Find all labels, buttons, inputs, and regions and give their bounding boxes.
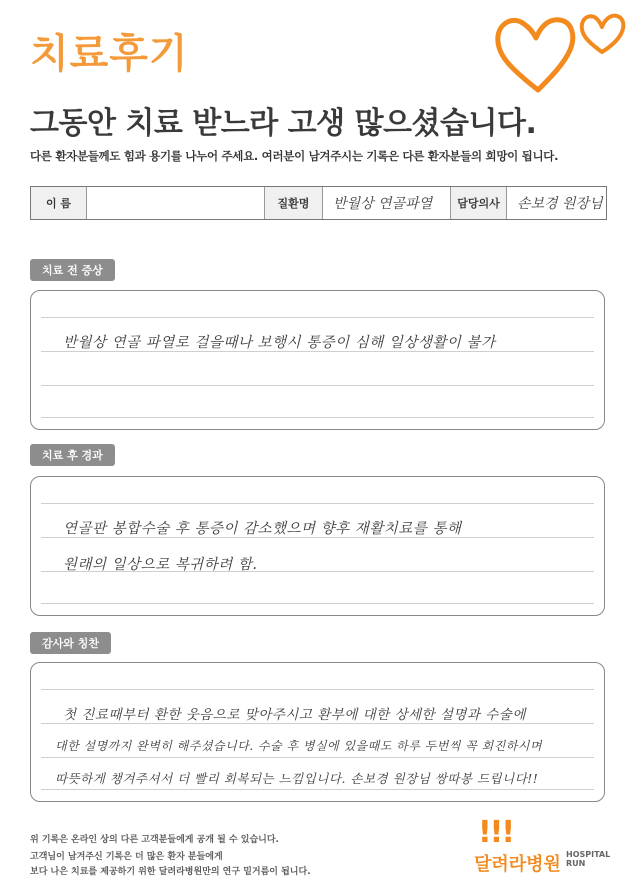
hospital-logo: [468, 815, 618, 878]
info-table: [30, 186, 607, 220]
thanks-line: 첫 진료때부터 환한 웃음으로 맞아주시고 환부에 대한 상세한 설명과 수술에: [63, 707, 526, 723]
footer-note: 위 기록은 온라인 상의 다른 고객분들에게 공개 될 수 있습니다.: [30, 835, 279, 845]
thanks-box[interactable]: [30, 662, 605, 802]
headline: 그동안 치료 받느라 고생 많으셨습니다.: [30, 106, 537, 141]
before-line: 반월상 연골 파열로 걸을때나 보행시 통증이 심해 일상생활이 불가: [63, 335, 496, 351]
thanks-line: 대한 설명까지 완벽히 해주셨습니다. 수술 후 병실에 있을때도 하루 두번씩 꼭 회진하시며: [55, 739, 543, 753]
section-label-before: 치료 전 증상: [30, 259, 115, 281]
logo-name: 달려라병원: [474, 854, 561, 875]
logo-marks: !!!: [478, 815, 514, 850]
after-line: 연골판 봉합수술 후 통증이 감소했으며 향후 재활치료를 통해: [63, 521, 462, 537]
doctor-field[interactable]: 손보경 원장님: [517, 196, 603, 212]
section-label-after: 치료 후 경과: [30, 444, 115, 466]
disease-field[interactable]: 반월상 연골파열: [323, 187, 451, 219]
disease-label: 질환명: [265, 187, 323, 219]
logo-english: HOSPITAL RUN: [566, 850, 611, 868]
hearts-icon: [490, 6, 630, 96]
before-symptoms-box[interactable]: [30, 290, 605, 430]
after-progress-box[interactable]: [30, 476, 605, 616]
footer-note: 보다 나은 치료를 제공하기 위한 달려라병원만의 연구 밑거름이 됩니다.: [30, 867, 311, 877]
footer-note: 고객님이 남겨주신 기록은 더 많은 환자 분들에게: [30, 852, 223, 862]
name-field[interactable]: [87, 187, 265, 219]
thanks-line: 따뜻하게 챙겨주셔서 더 빨리 회복되는 느낌입니다. 손보경 원장님 쌍따봉 드립니다!!: [55, 771, 539, 786]
doctor-label: 담당의사: [451, 187, 507, 219]
page-title: 치료후기: [30, 31, 189, 77]
after-line: 원래의 일상으로 복귀하려 함.: [63, 557, 258, 573]
section-label-thanks: 감사와 칭찬: [30, 632, 111, 654]
name-label: 이 름: [31, 187, 87, 219]
subheadline: 다른 환자분들께도 힘과 용기를 나누어 주세요. 여러분이 남겨주시는 기록은 다른 환자분들의 희망이 됩니다.: [30, 149, 559, 163]
